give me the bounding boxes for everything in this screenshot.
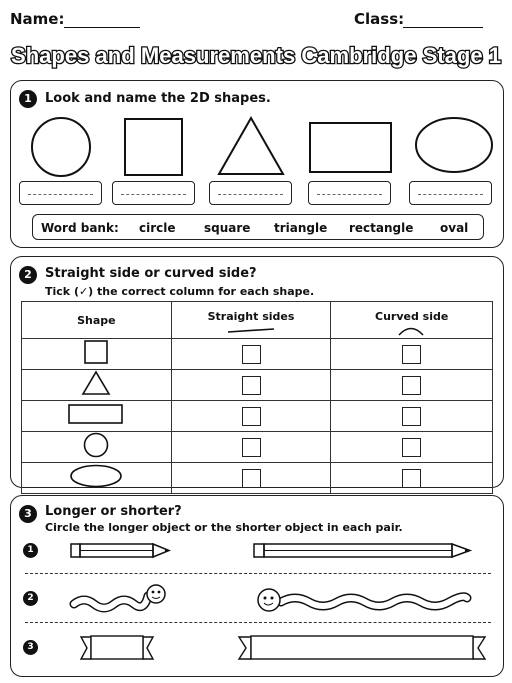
answer-box-3[interactable] <box>209 181 292 205</box>
curved-checkbox[interactable] <box>402 376 421 395</box>
straight-checkbox[interactable] <box>242 345 261 364</box>
table-row <box>22 370 493 401</box>
section-title: Look and name the 2D shapes. <box>45 91 271 106</box>
circle-icon <box>66 432 126 458</box>
table-row <box>22 463 493 494</box>
column-header-shape: Shape <box>22 302 172 339</box>
section-number: 3 <box>19 505 37 523</box>
section-straight-curved <box>10 256 504 488</box>
section-subtitle: Circle the longer object or the shorter object in each pair. <box>45 521 403 534</box>
word-bank <box>32 214 484 240</box>
section-title: Straight side or curved side? <box>45 266 257 281</box>
section-longer-shorter <box>10 495 504 677</box>
page-title-text: Shapes and Measurements Cambridge Stage 1 <box>11 43 501 68</box>
table-row <box>22 432 493 463</box>
word-bank-word: circle <box>139 221 176 235</box>
triangle-icon <box>219 118 283 174</box>
word-bank-label: Word bank: <box>41 221 119 235</box>
table-row <box>22 339 493 370</box>
curved-checkbox[interactable] <box>402 345 421 364</box>
column-header-straight: Straight sides <box>171 302 331 339</box>
straight-checkbox[interactable] <box>242 376 261 395</box>
word-bank-word: rectangle <box>349 221 414 235</box>
class-label: Class: <box>354 10 405 28</box>
section-title: Longer or shorter? <box>45 504 182 519</box>
word-bank-word: square <box>204 221 251 235</box>
triangle-icon <box>66 370 126 396</box>
tick-table <box>21 301 493 494</box>
short-ribbon-icon[interactable] <box>79 634 155 662</box>
long-worm-icon[interactable] <box>251 582 479 618</box>
divider <box>25 622 491 623</box>
rectangle-icon <box>66 401 126 427</box>
section-subtitle: Tick (✓) the correct column for each shape. <box>45 285 315 298</box>
pair-number: 1 <box>23 543 38 558</box>
name-line[interactable] <box>64 12 140 28</box>
word-bank-word: triangle <box>274 221 328 235</box>
section-name-shapes <box>10 80 504 248</box>
curved-checkbox[interactable] <box>402 407 421 426</box>
straight-checkbox[interactable] <box>242 469 261 488</box>
straight-checkbox[interactable] <box>242 438 261 457</box>
square-icon <box>125 119 182 175</box>
column-header-curved: Curved side <box>331 302 493 339</box>
pair-number: 3 <box>23 640 38 655</box>
answer-box-5[interactable] <box>409 181 492 205</box>
divider <box>25 573 491 574</box>
answer-box-2[interactable] <box>112 181 195 205</box>
name-label: Name: <box>10 10 65 28</box>
short-worm-icon[interactable] <box>66 582 172 618</box>
short-pencil-icon[interactable] <box>69 541 177 561</box>
rectangle-icon <box>310 123 391 172</box>
oval-icon <box>66 463 126 489</box>
long-ribbon-icon[interactable] <box>237 634 487 662</box>
class-line[interactable] <box>403 12 483 28</box>
table-header-row <box>22 302 493 339</box>
answer-box-4[interactable] <box>308 181 391 205</box>
circle-icon <box>32 118 90 176</box>
straight-checkbox[interactable] <box>242 407 261 426</box>
section-number: 1 <box>19 90 37 108</box>
curved-line-icon <box>391 324 431 336</box>
oval-icon <box>416 118 492 172</box>
table-row <box>22 401 493 432</box>
curved-checkbox[interactable] <box>402 469 421 488</box>
word-bank-word: oval <box>440 221 469 235</box>
long-pencil-icon[interactable] <box>252 541 478 561</box>
straight-line-icon <box>222 325 282 335</box>
section-number: 2 <box>19 266 37 284</box>
shapes-row <box>11 111 505 179</box>
square-icon <box>66 339 126 365</box>
page-title <box>0 38 512 72</box>
pair-number: 2 <box>23 591 38 606</box>
answer-box-1[interactable] <box>19 181 102 205</box>
curved-checkbox[interactable] <box>402 438 421 457</box>
